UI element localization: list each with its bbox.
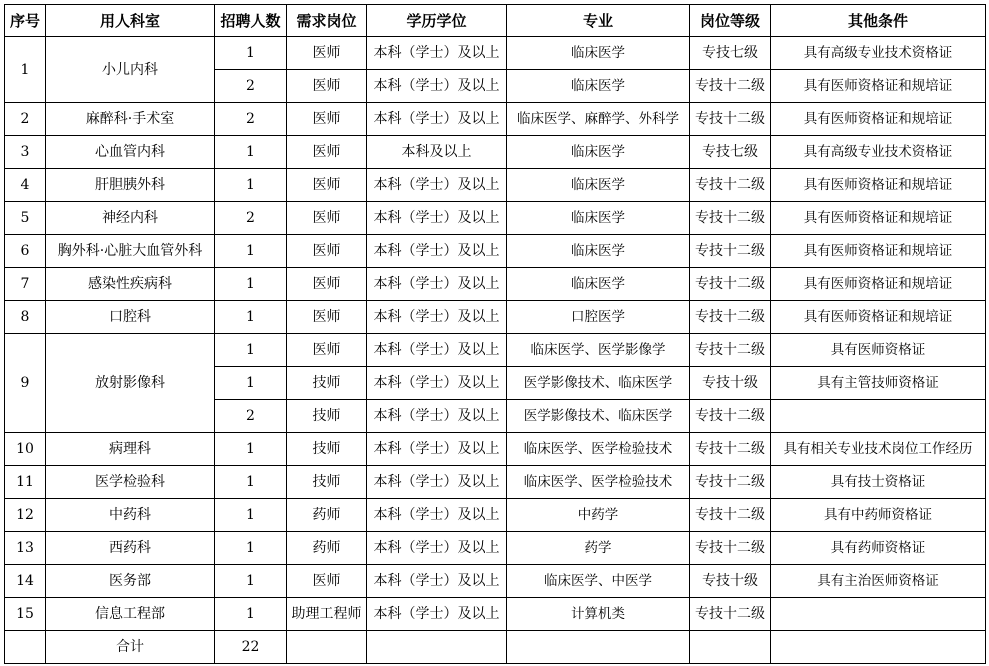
seq-cell: 13 [5,532,46,565]
post-cell: 医师 [287,202,367,235]
seq-cell: 11 [5,466,46,499]
major-cell: 医学影像技术、临床医学 [507,367,690,400]
education-cell: 本科（学士）及以上 [367,202,507,235]
seq-cell: 3 [5,136,46,169]
major-cell: 临床医学 [507,37,690,70]
department-cell: 中药科 [46,499,215,532]
count-cell: 1 [215,136,287,169]
header-conditions: 其他条件 [771,5,986,37]
table-row [5,565,986,598]
education-cell: 本科（学士）及以上 [367,499,507,532]
count-cell: 1 [215,367,287,400]
level-cell: 专技十二级 [690,334,771,367]
count-cell: 1 [215,301,287,334]
table-row [5,202,986,235]
level-cell: 专技十二级 [690,70,771,103]
count-cell: 2 [215,400,287,433]
post-cell: 医师 [287,136,367,169]
conditions-cell [771,598,986,631]
table-row [5,136,986,169]
conditions-cell: 具有医师资格证和规培证 [771,103,986,136]
seq-cell: 4 [5,169,46,202]
conditions-cell: 具有医师资格证和规培证 [771,70,986,103]
total-empty-cell [771,631,986,664]
education-cell: 本科（学士）及以上 [367,70,507,103]
total-empty-cell [690,631,771,664]
count-cell: 1 [215,334,287,367]
department-cell: 放射影像科 [46,334,215,433]
post-cell: 医师 [287,103,367,136]
header-major: 专业 [507,5,690,37]
header-seq: 序号 [5,5,46,37]
education-cell: 本科（学士）及以上 [367,103,507,136]
count-cell: 1 [215,433,287,466]
major-cell: 临床医学 [507,268,690,301]
post-cell: 医师 [287,268,367,301]
total-label-cell: 合计 [46,631,215,664]
count-cell: 1 [215,499,287,532]
education-cell: 本科（学士）及以上 [367,400,507,433]
level-cell: 专技十二级 [690,466,771,499]
conditions-cell: 具有医师资格证和规培证 [771,268,986,301]
post-cell: 技师 [287,433,367,466]
count-cell: 2 [215,70,287,103]
table-row [5,169,986,202]
level-cell: 专技十二级 [690,301,771,334]
level-cell: 专技十二级 [690,499,771,532]
major-cell: 临床医学、医学检验技术 [507,433,690,466]
table-row [5,235,986,268]
department-cell: 感染性疾病科 [46,268,215,301]
major-cell: 临床医学 [507,70,690,103]
seq-cell: 6 [5,235,46,268]
seq-cell: 15 [5,598,46,631]
level-cell: 专技十二级 [690,598,771,631]
department-cell: 神经内科 [46,202,215,235]
seq-cell: 8 [5,301,46,334]
count-cell: 1 [215,268,287,301]
conditions-cell: 具有药师资格证 [771,532,986,565]
major-cell: 临床医学 [507,235,690,268]
post-cell: 技师 [287,466,367,499]
department-cell: 病理科 [46,433,215,466]
department-cell: 医务部 [46,565,215,598]
post-cell: 药师 [287,532,367,565]
major-cell: 临床医学、麻醉学、外科学 [507,103,690,136]
major-cell: 临床医学 [507,136,690,169]
education-cell: 本科（学士）及以上 [367,169,507,202]
level-cell: 专技十二级 [690,268,771,301]
level-cell: 专技十二级 [690,433,771,466]
major-cell: 临床医学、中医学 [507,565,690,598]
post-cell: 技师 [287,400,367,433]
post-cell: 医师 [287,301,367,334]
education-cell: 本科（学士）及以上 [367,268,507,301]
education-cell: 本科（学士）及以上 [367,334,507,367]
table-body [5,37,986,664]
level-cell: 专技十二级 [690,532,771,565]
header-department: 用人科室 [46,5,215,37]
count-cell: 1 [215,532,287,565]
post-cell: 助理工程师 [287,598,367,631]
department-cell: 小儿内科 [46,37,215,103]
count-cell: 1 [215,565,287,598]
level-cell: 专技十二级 [690,400,771,433]
post-cell: 医师 [287,334,367,367]
department-cell: 心血管内科 [46,136,215,169]
conditions-cell: 具有医师资格证和规培证 [771,202,986,235]
education-cell: 本科（学士）及以上 [367,301,507,334]
major-cell: 计算机类 [507,598,690,631]
conditions-cell: 具有中药师资格证 [771,499,986,532]
table-row [5,598,986,631]
seq-cell: 1 [5,37,46,103]
table-row [5,532,986,565]
major-cell: 口腔医学 [507,301,690,334]
major-cell: 临床医学 [507,169,690,202]
level-cell: 专技十级 [690,367,771,400]
count-cell: 1 [215,37,287,70]
header-post: 需求岗位 [287,5,367,37]
major-cell: 临床医学 [507,202,690,235]
post-cell: 医师 [287,235,367,268]
conditions-cell: 具有高级专业技术资格证 [771,37,986,70]
department-cell: 肝胆胰外科 [46,169,215,202]
conditions-cell: 具有主治医师资格证 [771,565,986,598]
seq-cell: 12 [5,499,46,532]
header-level: 岗位等级 [690,5,771,37]
level-cell: 专技十二级 [690,202,771,235]
count-cell: 2 [215,103,287,136]
post-cell: 医师 [287,169,367,202]
post-cell: 医师 [287,37,367,70]
major-cell: 医学影像技术、临床医学 [507,400,690,433]
recruitment-table [4,4,986,664]
seq-cell: 5 [5,202,46,235]
table-row [5,37,986,70]
conditions-cell [771,400,986,433]
major-cell: 中药学 [507,499,690,532]
level-cell: 专技十二级 [690,235,771,268]
seq-cell: 14 [5,565,46,598]
post-cell: 药师 [287,499,367,532]
post-cell: 医师 [287,70,367,103]
education-cell: 本科（学士）及以上 [367,466,507,499]
education-cell: 本科（学士）及以上 [367,235,507,268]
count-cell: 2 [215,202,287,235]
conditions-cell: 具有医师资格证和规培证 [771,235,986,268]
total-empty-cell [287,631,367,664]
conditions-cell: 具有相关专业技术岗位工作经历 [771,433,986,466]
table-row [5,268,986,301]
table-row [5,334,986,367]
department-cell: 麻醉科·手术室 [46,103,215,136]
header-count: 招聘人数 [215,5,287,37]
level-cell: 专技十二级 [690,103,771,136]
major-cell: 临床医学、医学影像学 [507,334,690,367]
conditions-cell: 具有医师资格证和规培证 [771,301,986,334]
total-empty-cell [507,631,690,664]
conditions-cell: 具有医师资格证 [771,334,986,367]
total-empty-cell [5,631,46,664]
table-row [5,103,986,136]
seq-cell: 9 [5,334,46,433]
seq-cell: 7 [5,268,46,301]
education-cell: 本科（学士）及以上 [367,433,507,466]
department-cell: 胸外科·心脏大血管外科 [46,235,215,268]
department-cell: 信息工程部 [46,598,215,631]
level-cell: 专技十二级 [690,169,771,202]
header-row [5,5,986,37]
conditions-cell: 具有医师资格证和规培证 [771,169,986,202]
table-row [5,301,986,334]
total-row [5,631,986,664]
level-cell: 专技七级 [690,136,771,169]
table-row [5,466,986,499]
department-cell: 西药科 [46,532,215,565]
education-cell: 本科（学士）及以上 [367,37,507,70]
level-cell: 专技十级 [690,565,771,598]
conditions-cell: 具有技士资格证 [771,466,986,499]
count-cell: 1 [215,598,287,631]
seq-cell: 2 [5,103,46,136]
education-cell: 本科（学士）及以上 [367,598,507,631]
education-cell: 本科及以上 [367,136,507,169]
table-row [5,499,986,532]
education-cell: 本科（学士）及以上 [367,565,507,598]
major-cell: 药学 [507,532,690,565]
conditions-cell: 具有高级专业技术资格证 [771,136,986,169]
count-cell: 1 [215,235,287,268]
count-cell: 1 [215,466,287,499]
level-cell: 专技七级 [690,37,771,70]
education-cell: 本科（学士）及以上 [367,532,507,565]
post-cell: 医师 [287,565,367,598]
seq-cell: 10 [5,433,46,466]
table-row [5,433,986,466]
total-count-cell: 22 [215,631,287,664]
major-cell: 临床医学、医学检验技术 [507,466,690,499]
department-cell: 口腔科 [46,301,215,334]
total-empty-cell [367,631,507,664]
education-cell: 本科（学士）及以上 [367,367,507,400]
conditions-cell: 具有主管技师资格证 [771,367,986,400]
post-cell: 技师 [287,367,367,400]
department-cell: 医学检验科 [46,466,215,499]
count-cell: 1 [215,169,287,202]
header-education: 学历学位 [367,5,507,37]
